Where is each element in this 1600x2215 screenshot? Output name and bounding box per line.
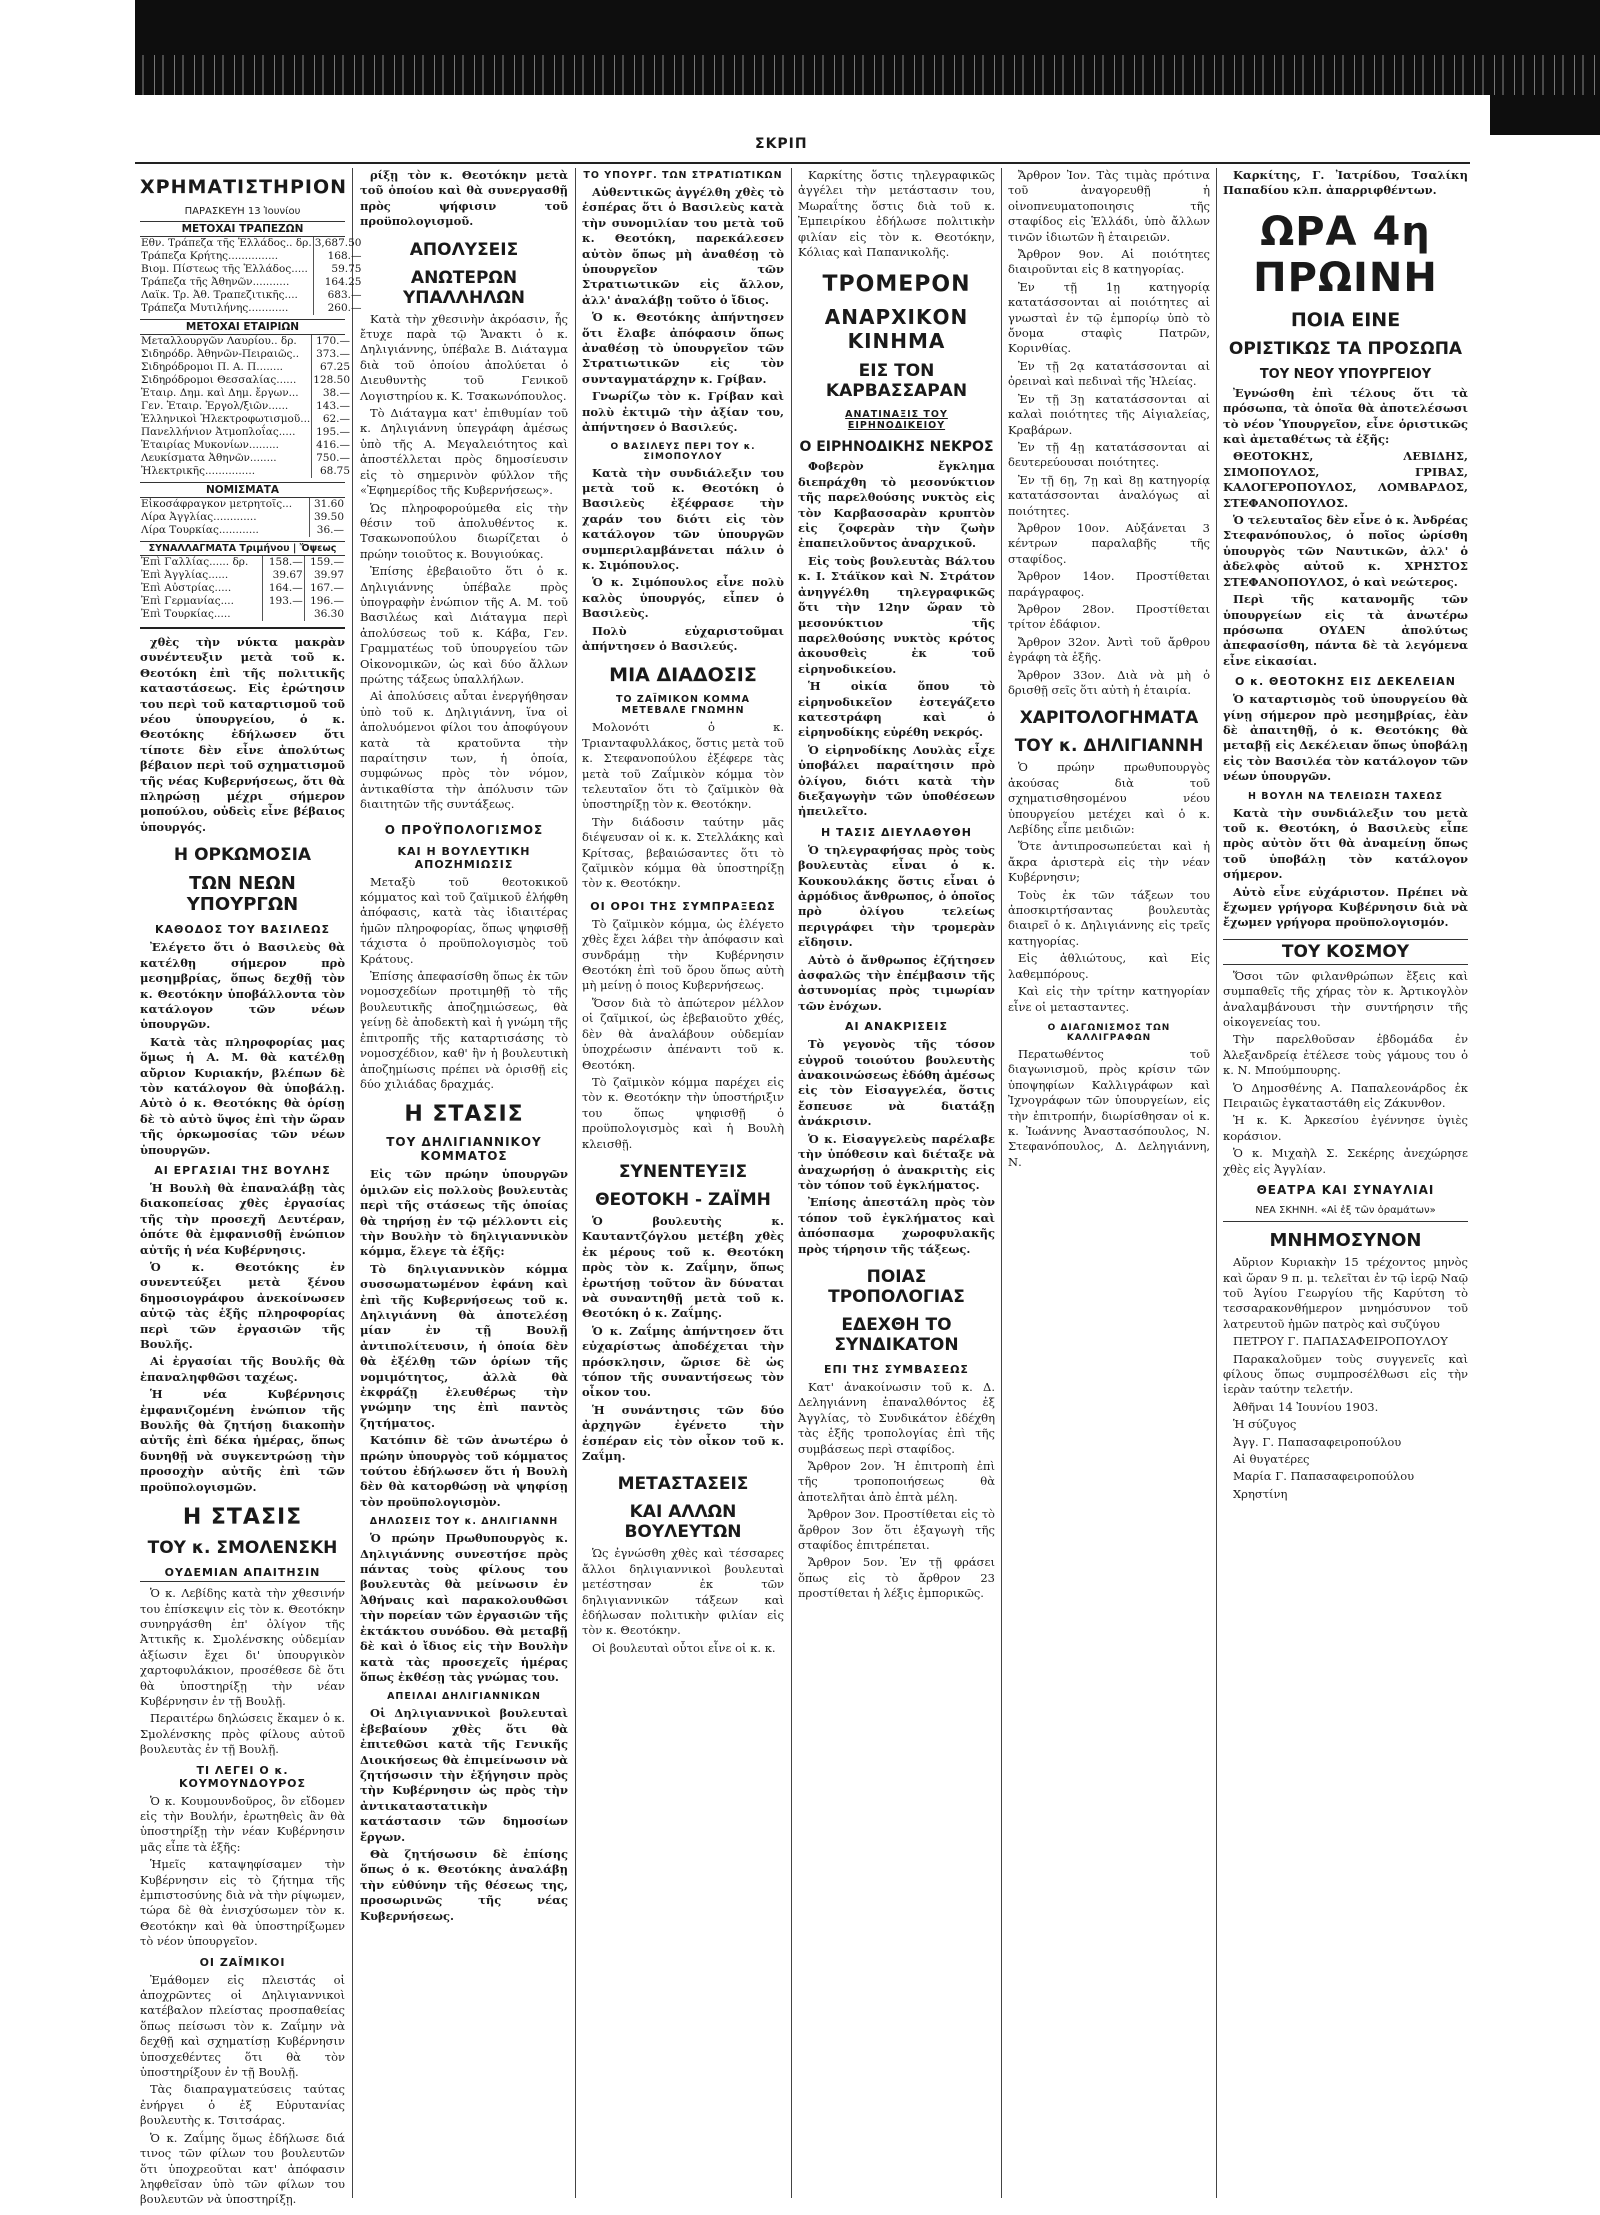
market-name: Εἰκοσάφραγκον μετρητοῖς... [141, 498, 293, 510]
market-name: Τράπεζα Μυτιλήνης............ [141, 302, 289, 314]
paragraph: Αὐτὸ εἶνε εὐχάριστον. Πρέπει νὰ ἔχωμεν γρήγορα Κυβέρνησιν διὰ νὰ ἔχωμεν γρήγορα προϋπολογισμόν. [1223, 884, 1468, 930]
market-row [140, 426, 351, 439]
market-name: Λίρα Τουρκίας............ [141, 524, 259, 536]
paragraph: Γνωρίζω τὸν κ. Γρίβαν καὶ πολὺ ἐκτιμῶ τὴν ἀξίαν του, ἀπήντησεν ὁ Βασιλεύς. [582, 389, 784, 435]
terms-article [582, 917, 784, 1152]
market-value: 68.75 [312, 465, 351, 478]
parliament-article [1223, 806, 1468, 931]
contest-article [1008, 1047, 1210, 1170]
paragraph: Κατ' ἀνακοίνωσιν τοῦ κ. Δ. Δεληγιάννη ἐπαναλθόντος ἐξ Ἀγγλίας, τὸ Συνδικάτον ἐδέχθη τὰς ἑξῆς τροπολογίας ἐπὶ τῆς συμβάσεως περὶ σταφίδος. [798, 1379, 995, 1456]
market-value: 196.— [304, 595, 345, 608]
paragraph: Ὁ εἰρηνοδίκης Λουλὰς εἶχε ὑποβάλει παραίτησιν πρὸ ὀλίγου, διότι κατὰ τὴν διεξαγωγὴν τῶν ὑποθέσεων ἠπειλεῖτο. [798, 742, 995, 819]
headline-stance-1: Η ΣΤΑΣΙΣ [404, 1102, 524, 1128]
paragraph: Αἱ θυγατέρες [1233, 1451, 1310, 1466]
paragraph: Καὶ εἰς τὴν τρίτην κατηγορίαν εἶνε οἱ μετασταντες. [1008, 984, 1210, 1014]
market-name: Ἠλεκτρικῆς............... [141, 465, 256, 477]
market-row [140, 556, 345, 569]
column-3 [582, 168, 784, 2208]
headline-military: ΤΟ ΥΠΟΥΡΓ. ΤΩΝ ΣΤΡΑΤΙΩΤΙΚΩΝ [583, 170, 783, 181]
market-row [140, 524, 345, 537]
memorial-notice [1223, 1255, 1468, 1502]
banks-table [140, 237, 362, 315]
paragraph: Ὅτε ἀντιπροσωπεύεται καὶ ἡ ἄκρα ἀριστερὰ εἰς τὴν νέαν Κυβέρνησιν; [1008, 839, 1210, 885]
headline-dreadful-1: ΤΡΟΜΕΡΟΝ [822, 272, 971, 298]
paragraph: Ἐπίσης ἀπεφασίσθη ὅπως ἐκ τῶν νομοσχεδίων προτιμηθῇ τὸ τῆς βουλευτικῆς ἀποζημιώσεως, θὰ γείνῃ δὲ ἀποδεκτὴ καὶ ἡ γνώμη τῆς ἐπιτροπῆς τῆς καταρτισάσης τὸ νομοσχέδιον, καθ' ἣν ἡ βουλευτικὴ ἀποζημίωσις πρέπει νὰ ὁρισθῇ εἰς δύο χιλιάδας δραχμάς. [360, 969, 568, 1091]
market-row [140, 582, 345, 595]
society-article [1223, 969, 1468, 1177]
headline-strike-2: ΤΟΥ κ. ΣΜΟΛΕΝΣΚΗ [147, 1538, 338, 1559]
market-name: Λίρα Ἀγγλίας............. [141, 511, 257, 523]
market-row [140, 374, 351, 387]
market-value: 159.— [304, 556, 345, 569]
market-value: 193.— [263, 595, 304, 608]
market-row [140, 595, 345, 608]
headline-says: ΤΙ ΛΕΓΕΙ Ο κ. ΚΟΥΜΟΥΝΔΟΥΡΟΣ [178, 1763, 307, 1790]
dark-scan-corner [1490, 95, 1600, 135]
market-row [140, 452, 351, 465]
market-row [140, 250, 362, 263]
dismissals-article [360, 312, 568, 813]
market-name: Ἐπὶ Γαλλίας...... δρ. [141, 556, 249, 568]
headline-oath-2: ΤΩΝ ΝΕΩΝ ΥΠΟΥΡΓΩΝ [186, 873, 299, 916]
paragraph: Ἡ συνάντησις τῶν δύο ἀρχηγῶν ἐγένετο τὴν ἑσπέραν εἰς τὸν οἶκον τοῦ κ. Ζαΐμη. [582, 1402, 784, 1464]
theatre-listing: ΝΕΑ ΣΚΗΝΗ. «Αἱ ἐξ τῶν ὁραμάτων» [1255, 1205, 1436, 1217]
market-row [140, 263, 362, 276]
headline-talks-2: ΘΕΟΤΟΚΗ - ΖΑΪΜΗ [595, 1189, 771, 1210]
market-value: 260.— [313, 302, 362, 315]
paragraph: Ἡ κ. Κ. Ἀρκεσίου ἐγέννησε ὑγιὲς κοράσιον. [1223, 1113, 1468, 1143]
market-row [140, 498, 345, 511]
headline-dreadful-5: Ο ΕΙΡΗΝΟΔΙΚΗΣ ΝΕΚΡΟΣ [799, 439, 994, 456]
headline-zaimites: ΟΙ ΖΑΪΜΙΚΟΙ [199, 1955, 286, 1969]
headline-contest: Ο ΔΙΑΓΩΝΙΣΜΟΣ ΤΩΝ ΚΑΛΛΙΓΡΑΦΩΝ [1047, 1022, 1171, 1043]
paragraph: Ὁ κ. Σιμόπουλος εἶνε πολὺ καλὸς ὑπουργός, εἶπεν ὁ Βασιλεὺς. [582, 575, 784, 621]
exchange-table [140, 556, 345, 621]
paragraph: Ἐν τῇ 4ῃ κατατάσσονται αἱ δευτερεύουσαι ποιότητες. [1008, 439, 1210, 470]
paragraph: Θὰ ζητήσωσιν δὲ ἐπίσης ὅπως ὁ κ. Θεοτόκης ἀναλάβῃ τὴν εὐθύνην τῆς θέσεως της, προσωρινῶς τῆς νέας Κυβερνήσεως. [360, 1846, 568, 1923]
paragraph: Ἡ σύζυγος [1233, 1417, 1297, 1432]
paragraph: Ἄρθρον 28ον. Προστίθεται τρίτον ἐδάφιον. [1008, 601, 1210, 632]
market-row [140, 302, 362, 315]
quips-article [1008, 760, 1210, 1015]
investigation-article [798, 1037, 995, 1257]
column-1 [140, 168, 362, 2208]
paragraph: Κατὰ τὰς πληροφορίας μας ὅμως ἡ Α. Μ. θὰ κατέλθῃ αὔριον Κυριακήν, βλέπων δὲ τὸν κατάλογον θὰ ὑποβάλῃ. Αὐτὸ ὁ κ. Θεοτόκης θὰ ὁρίσῃ δὲ τὸ αὐτὸ ὕψος ἐπὶ τὴν ὥραν τῆς ὁρκωμοσίας τῶν νέων ὑπουργῶν. [140, 1034, 345, 1157]
headline-theatres: ΘΕΑΤΡΑ ΚΑΙ ΣΥΝΑΥΛΙΑΙ [1256, 1183, 1435, 1198]
market-name: Πανελλήνιον Ἀτμοπλοΐας..... [141, 426, 296, 438]
market-row [140, 400, 351, 413]
headline-talks-1: ΣΥΝΕΝΤΕΥΞΙΣ [618, 1161, 748, 1182]
market-value: 39.67 [263, 569, 304, 582]
market-value: 167.— [304, 582, 345, 595]
coins-heading: ΝΟΜΙΣΜΑΤΑ [140, 482, 345, 498]
market-name: Τράπεζα τῆς Ἀθηνῶν........... [141, 276, 290, 288]
market-value: 143.— [312, 400, 351, 413]
paragraph: Τὴν παρελθοῦσαν ἑβδομάδα ἐν Ἀλεξανδρείᾳ ἐτέλεσε τοὺς γάμους του ὁ κ. Ν. Μπούμπουρης. [1223, 1032, 1468, 1078]
market-name: Λαϊκ. Τρ. Ἀθ. Τραπεζιτικῆς.... [141, 289, 298, 301]
paragraph: Ὅσον διὰ τὸ ἀπώτερον μέλλον οἱ ζαϊμικοί, ὡς ἐβεβαιοῦτο χθές, δὲν θὰ ἀναλάβουν οὐδεμίαν ὑποχρέωσιν ἀπέναντι τοῦ κ. Θεοτόκη. [582, 995, 784, 1072]
scanned-top-margin [0, 0, 1600, 150]
market-name: Ἑταιρ. Δημ. καὶ Δημ. ἔργων... [141, 387, 299, 399]
scan-noise [135, 55, 1600, 95]
market-row [140, 465, 351, 478]
trouble-article [798, 843, 995, 1014]
paragraph: Κατὰ τὴν χθεσινὴν ἀκρόασιν, ἧς ἔτυχε παρὰ τῷ Ἄνακτι ὁ κ. Δηλιγιάννης, ὑπέβαλε Β. Διάταγμα διὰ τοῦ ὁποίου ἀπολύεται ὁ Διευθυντὴς τοῦ Γενικοῦ Λογιστηρίου κ. Κ. Τσακωνόπουλος. [360, 311, 568, 403]
paragraph: Εἰς ἀθλιώτους, καὶ Εἰς λαθεμπόρους. [1008, 951, 1210, 981]
headline-dismissals-1: ΑΠΟΛΥΣΕΙΣ [409, 239, 519, 260]
paragraph: Ὅσοι τῶν φιλανθρώπων ἔξεις καὶ συμπαθεῖς τῆς χήρας τὸν κ. Ἀρτικογλὸν ἀναλαμβάνουσι τὴν συντήρησιν τῆς οἰκογενείας του. [1223, 968, 1468, 1030]
paragraph: Ὁ πρώην πρωθυπουργὸς ἀκούσας διὰ τοῦ σχηματισθησομένου νέου ὑπουργείου μετέχει καὶ ὁ κ. Λεβίδης εἶπε μειδιῶν: [1008, 760, 1210, 837]
paragraph: Κατὰ τὴν συνδιάλεξιν του μετὰ τοῦ κ. Θεοτόκη ὁ Βασιλεὺς ἐξέφρασε τὴν χαράν του διότι εἰς τὸν κατάλογον τῶν ὑπουργῶν συμπεριλαμβάνεται πάλιν ὁ κ. Σιμόπουλος. [582, 465, 784, 572]
headline-investigation: ΑΙ ΑΝΑΚΡΙΣΕΙΣ [845, 1020, 948, 1034]
headline-quips-1: ΧΑΡΙΤΟΛΟΓΗΜΑΤΑ [1019, 708, 1199, 729]
paragraph: Ὡς πληροφορούμεθα εἰς τὴν θέσιν τοῦ ἀπολυθέντος κ. Τσακωνοπούλου διωρίζεται ὁ πρώην τοιοῦτος κ. Βουγιούκας. [360, 500, 568, 561]
headline-king: Ο ΒΑΣΙΛΕΥΣ ΠΕΡΙ ΤΟΥ κ. ΣΙΜΟΠΟΥΛΟΥ [610, 441, 756, 462]
paragraph: Περαιτέρω δηλώσεις ἔκαμεν ὁ κ. Σμολένσκης πρὸς φίλους αὐτοῦ βουλευτὰς ἐν τῇ Βουλῇ. [140, 1711, 345, 1757]
paragraph: Ἄρθρον 5ον. Ἐν τῇ φράσει ὅπως εἰς τὸ ἄρθρον 23 προστίθεται ἡ λέξις ἐμπορικῶς. [798, 1555, 995, 1601]
paragraph: Μολονότι ὁ κ. Τριανταφυλλάκος, ὅστις μετὰ τοῦ κ. Στεφανοπούλου ἐξέφερε τὰς μετὰ τοῦ Ζαΐμικὸν κόμμα τὸν τελευταῖον ὅτι τὸ ζαϊμικὸν θὰ ὑποστηρίξῃ τὸν κ. Θεοτόκην. [582, 720, 784, 812]
market-name: Μεταλλουργῶν Λαυρίου.. δρ. [141, 335, 297, 347]
market-row [140, 335, 351, 348]
headline-declarations: ΔΗΛΩΣΕΙΣ ΤΟΥ κ. ΔΗΛΙΓΙΑΝΝΗ [369, 1516, 559, 1528]
market-name: Ἑλληνικοὶ Ἠλεκτροφωτισμοῦ... [141, 413, 311, 425]
market-name: Ἐπὶ Ἀγγλίας...... [141, 569, 229, 581]
headline-rumour-2: ΤΟ ΖΑΪΜΙΚΟΝ ΚΟΜΜΑ ΜΕΤΕΒΑΛΕ ΓΝΩΜΗΝ [615, 694, 751, 717]
paragraph: ΘΕΟΤΟΚΗΣ, ΛΕΒΙΔΗΣ, ΣΙΜΟΠΟΥΛΟΣ, ΓΡΙΒΑΣ, ΚΑΛΟΓΕΡΟΠΟΥΛΟΣ, ΛΟΜΒΑΡΔΟΣ, ΣΤΕΦΑΝΟΠΟΥΛΟΣ. [1223, 449, 1468, 510]
paragraph: Μεταξὺ τοῦ θεοτοκικοῦ κόμματος καὶ τοῦ ζαϊμικοῦ ἐλήφθη ἀπόφασις, κατὰ τὰς ἰδιαιτέρας ἡμῶν πληροφορίας, ὅπως ψηφισθῇ τάχιστα ὁ προϋπολογισμὸς τοῦ Κράτους. [360, 874, 568, 966]
bourse-title: ΧΡΗΜΑΤΙΣΤΗΡΙΟΝ [140, 176, 348, 198]
stance-article [360, 1167, 568, 1510]
headline-trouble: Η ΤΑΣΙΣ ΔΙΕΥΛΑΘΥΘΗ [821, 825, 972, 839]
paragraph: Ἡμεῖς καταψηφίσαμεν τὴν Κυβέρνησιν εἰς τὸ ζήτημα τῆς ἐμπιστοσύνης διὰ νὰ τὴν ρίψωμεν, τώρα δὲ θὰ ἐνισχύσωμεν τὸν κ. Θεοτόκην καὶ θὰ ὑποστηρίξωμεν τὸ νέον ὑπουργεῖον. [140, 1857, 345, 1949]
market-name: Γεν. Ἑταιρ. Ἐργολ/ξιῶν...... [141, 400, 289, 412]
market-row [140, 413, 351, 426]
headline-strike-3: ΟΥΔΕΜΙΑΝ ΑΠΑΙΤΗΣΙΝ [140, 1566, 345, 1582]
market-row [140, 361, 351, 374]
paragraph: Ἄρθρον 2ον. Ἡ ἐπιτροπὴ ἐπὶ τῆς τροποποιήσεως θὰ ἀποτελῆται ἀπὸ ἐπτὰ μέλη. [798, 1458, 995, 1504]
paragraph: Αὔριον Κυριακὴν 15 τρέχοντος μηνὸς καὶ ὥραν 9 π. μ. τελεῖται ἐν τῷ ἱερῷ Ναῷ τοῦ Ἁγίου Γεωργίου τῆς Καρύτση τὸ τεσσαρακονθήμερον μνημόσυνον τοῦ λατρευτοῦ ἡμῶν πατρὸς καὶ συζύγου [1223, 1255, 1468, 1331]
column-divider [1001, 168, 1002, 2198]
market-value: 36.30 [304, 608, 345, 621]
headline-moves-1: ΜΕΤΑΣΤΑΣΕΙΣ [617, 1474, 749, 1495]
paragraph: Ὁ κ. Ζαΐμης ὅμως ἐδήλωσε διά τινος τῶν φίλων του βουλευτῶν ὅτι ὑποχρεοῦται κατ' ἀπόφασιν ληφθεῖσαν ὑπὸ τῶν φίλων του βουλευτῶν νὰ ὑποστηρίξῃ. [140, 2130, 345, 2207]
headline-memorial: ΜΝΗΜΟΣΥΝΟΝ [1269, 1230, 1422, 1252]
dekeleia-article [1223, 692, 1468, 784]
headline-who-3: ΤΟΥ ΝΕΟΥ ΥΠΟΥΡΓΕΙΟΥ [1259, 366, 1432, 382]
market-name: Τράπεζα Κρήτης............... [141, 250, 279, 262]
market-row [140, 348, 351, 361]
market-value: 39.50 [309, 511, 345, 524]
paragraph: Ἀθῆναι 14 Ἰουνίου 1903. [1233, 1399, 1379, 1414]
paragraph: Ὁ τηλεγραφήσας πρὸς τοὺς βουλευτὰς εἶναι ὁ κ. Κουκουλάκης ὅστις εἶναι ὁ ἀρμόδιος ἄνθρωπος, ὁ ὁποῖος πρὸ ὀλίγου τελείως περιγράφει τὴν τρομερὰν εἴδησιν. [798, 842, 995, 950]
market-name: Εθν. Τράπεζα τῆς Ἑλλάδος.. δρ. [141, 237, 312, 249]
dreadful-article [798, 459, 995, 819]
paragraph: Ὁ κ. Θεοτόκης ἀπήντησεν ὅτι ἔλαβε ἀπόφασιν ὅπως ἀναθέσῃ τὸ ὑπουργεῖον τῶν Στρατιωτικῶν εἰς τὸν συνταγματάρχην κ. Γρίβαν. [582, 310, 784, 386]
paragraph: Ἐν τῇ 1ῃ κατηγορίᾳ κατατάσσονται αἱ ποιότητες αἱ γνωσταὶ ἐν τῷ ἐμπορίῳ ὑπὸ τὸ ὄνομα σταφὶς Πατρῶν, Κορινθίας. [1008, 279, 1210, 356]
paragraph: Καρκίτης ὅστις τηλεγραφικῶς ἀγγέλει τὴν μετάστασιν του, Μωραΐτης ὅστις διὰ τοῦ κ. Ἐμπειρίκου ἐδήλωσε πολιτικὴν φιλίαν εἰς τὸν κ. Θεοτόκην, Κόλιας καὶ Παπανικολῆς. [798, 168, 995, 260]
headline-strike-1: Η ΣΤΑΣΙΣ [182, 1505, 303, 1531]
column-5 [1008, 168, 1210, 2208]
market-value: 170.— [312, 335, 351, 348]
headline-rumour-1: ΜΙΑ ΔΙΑΔΟΣΙΣ [609, 664, 757, 687]
moves-article [582, 1546, 784, 1656]
companies-table [140, 335, 351, 478]
market-row [140, 569, 345, 582]
column-2 [360, 168, 568, 2208]
column-divider [1216, 168, 1217, 2198]
rumour-article [582, 720, 784, 891]
headline-dreadful-4: ΑΝΑΤΙΝΑΞΙΣ ΤΟΥ ΕΙΡΗΝΟΔΙΚΕΙΟΥ [845, 409, 948, 432]
market-value: 67.25 [312, 361, 351, 374]
market-row [140, 289, 362, 302]
market-row [140, 387, 351, 400]
headline-threats: ΑΠΕΙΛΑΙ ΔΗΛΙΓΙΑΝΝΙΚΩΝ [387, 1691, 541, 1703]
paragraph: Ἐγνώσθη ἐπὶ τέλους ὅτι τὰ πρόσωπα, τὰ ὁποῖα θὰ ἀποτελέσωσι τὸ νέον Ὑπουργεῖον, εἶνε ὁριστικῶς καὶ ἀμεταθέτως τὰ ἑξῆς: [1223, 385, 1468, 447]
headline-who-2: ΟΡΙΣΤΙΚΩΣ ΤΑ ΠΡΟΣΩΠΑ [1228, 338, 1463, 359]
paragraph: Περὶ τῆς κατανομῆς τῶν ὑπουργείων εἰς τὰ ἀνωτέρω πρόσωπα ΟΥΔΕΝ ἀπολύτως ἀπεφασίσθη, πάντα δὲ τὰ λεγόμενα εἶνε εἰκασίαι. [1223, 592, 1468, 668]
headline-parliament: Η ΒΟΥΛΗ ΝΑ ΤΕΛΕΙΩΣΗ ΤΑΧΕΩΣ [1247, 790, 1444, 802]
market-name: Σιδηρόδρ. Ἀθηνῶν-Πειραιῶς.. [141, 348, 300, 360]
column-divider [575, 168, 576, 2198]
paragraph: Ἀγγ. Γ. Παπασαφειροπούλου [1233, 1434, 1402, 1449]
paragraph: Ἄρθρον 9ον. Αἱ ποιότητες διαιροῦνται εἰς 8 κατηγορίας. [1008, 247, 1210, 277]
paragraph: Ὁ κ. Κουμουνδοῦρος, ὃν εἴδομεν εἰς τὴν Βουλήν, ἐρωτηθεὶς ἂν θὰ ὑποστηρίξῃ τὴν νέαν Κυβέρνησιν μᾶς εἶπε τὰ ἑξῆς: [140, 1793, 345, 1854]
paragraph: ΠΕΤΡΟΥ Γ. ΠΑΠΑΣΑΦΕΙΡΟΠΟΥΛΟΥ [1233, 1334, 1448, 1349]
paragraph: Τὸ Διάταγμα κατ' ἐπιθυμίαν τοῦ κ. Δηλιγιάννη ὑπεγράφη ἀμέσως ὑπὸ τῆς Α. Μεγαλειότητος καὶ ἀποστέλλεται πρὸς δημοσίευσιν εἰς τὸ σημερινὸν φύλλον τῆς «Ἐφημερίδος τῆς Κυβερνήσεως». [360, 406, 568, 498]
market-value: 683.— [313, 289, 362, 302]
intro-text: χθὲς τὴν νύκτα μακρὰν συνέντευξιν μετὰ τοῦ κ. Θεοτόκη ἐπὶ τῆς πολιτικῆς καταστάσεως. Εἰς ἐρώτησιν του περὶ τοῦ καταρτισμοῦ τοῦ νέου ὑπουργείου, ὁ κ. Θεοτόκης ἐδήλωσεν ὅτι τίποτε δὲν εἶνε ἀπολύτως βέβαιον περὶ τοῦ σχηματισμοῦ τῆς νέας Κυβερνήσεως, ὅτι θὰ πληρώσῃ μέχρι σήμερον μοπούλου, οὐδεὶς εἶνε βέβαιος ὑπουργός. [140, 635, 345, 834]
headline-dreadful-2: ΑΝΑΡΧΙΚΟΝ ΚΙΝΗΜΑ [824, 305, 969, 354]
paragraph: Τὴν διάδοσιν ταύτην μᾶς διέψευσαν οἱ κ. κ. Στελλάκης καὶ Κρίτσας, βεβαιώσαντες ὅτι τὸ ζαϊμικὸν κόμμα θὰ ὑποστηρίξῃ τὸν κ. Θεοτόκην. [582, 814, 784, 891]
talks-article [582, 1214, 784, 1465]
coins-table [140, 498, 345, 537]
paragraph: Ἄρθρον 32ον. Ἀντὶ τοῦ ἄρθρου ἐγράφη τὰ ἑξῆς. [1008, 634, 1210, 665]
declarations-article [360, 1531, 568, 1685]
paragraph: Ἡ οἰκία ὅπου τὸ εἰρηνοδικεῖον ἐστεγάζετο κατεστράφη καὶ ὁ εἰρηνοδίκης εὑρέθη νεκρός. [798, 679, 995, 740]
cabinet-article [1223, 386, 1468, 669]
paragraph: Ἡ νέα Κυβέρνησις ἐμφανιζομένη ἐνώπιον τῆς Βουλῆς θὰ ζητήσῃ διακοπὴν αὐτῆς ἐπὶ δέκα ἡμέρας, ὅπως δυνηθῇ νὰ συγκεντρώσῃ τὴν προσοχὴν αὐτῆς ἐπὶ τῶν προϋπολογισμῶν. [140, 1387, 345, 1494]
headline-terms: ΟΙ ΟΡΟΙ ΤΗΣ ΣΥΜΠΡΑΞΕΩΣ [590, 899, 776, 913]
hour-banner: ΩΡΑ 4η ΠΡΩΙΝΗ [1253, 208, 1438, 301]
paragraph: Κατὰ τὴν συνδιάλεξιν του μετὰ τοῦ κ. Θεοτόκη, ὁ Βασιλεὺς εἶπε πρὸς αὐτὸν ὅτι θὰ ἀναμείνῃ ὅπως τοῦ ὑποβάλῃ τὸν κατάλογον σήμερον. [1223, 805, 1468, 882]
market-value: 59.75 [313, 263, 362, 276]
paragraph: Ὁ κ. Λεβίδης κατὰ τὴν χθεσινήν του ἐπίσκεψιν εἰς τὸν κ. Θεοτόκην συνηργάσθη ἐπ' ὀλίγον τῆς Ἀττικῆς κ. Σμολένσκης οὐδεμίαν ἀξίωσιν ἔχει δι' ὑπουργικὸν χαρτοφυλάκιον, προσέθεσε δὲ ὅτι θὰ ὑποστηρίξῃ τὴν νέαν Κυβέρνησιν ἐν τῇ Βουλῇ. [140, 1586, 345, 1708]
paragraph: Μαρία Γ. Παπασαφειροπούλου [1233, 1469, 1415, 1484]
market-value: 416.— [312, 439, 351, 452]
market-name: Ἐπὶ Αὐστρίας..... [141, 582, 232, 594]
column-divider [791, 168, 792, 2198]
market-value [263, 608, 304, 621]
headline-oath-1: Η ΟΡΚΩΜΟΣΙΑ [173, 845, 312, 866]
headline-stance-2: ΤΟΥ ΔΗΛΙΓΙΑΝΝΙΚΟΥ ΚΟΜΜΑΤΟΣ [386, 1135, 542, 1164]
banks-heading: ΜΕΤΟΧΑΙ ΤΡΑΠΕΖΩΝ [140, 221, 345, 237]
work-article [140, 1181, 345, 1495]
market-value: 31.60 [309, 498, 345, 511]
paragraph: Ἐμάθομεν εἰς πλειστάς οἱ ἀποχρῶντες οἱ Δηλιγιαννικοὶ κατέβαλον πλείστας προσπαθείας ὅπως πείσωσι τὸν κ. Ζαΐμην νὰ δεχθῇ καὶ σχηματίσῃ Κυβέρνησιν ὑποσχεθέντες ὅτι θὰ τὸν ὑποστηρίξουν ἐν τῇ Βουλῇ. [140, 1972, 345, 2080]
bourse-date: ΠΑΡΑΣΚΕΥΗ 13 Ἰουνίου [184, 206, 301, 217]
divider [1223, 1221, 1468, 1222]
headline-society: ΤΟΥ ΚΟΣΜΟΥ [1223, 939, 1468, 965]
continued-text: ρίξῃ τὸν κ. Θεοτόκην μετὰ τοῦ ὁποίου καὶ θὰ συνεργασθῇ πρὸς ψήφισιν τοῦ προϋπολογισμοῦ. [360, 168, 568, 229]
market-name: Σιδηρόδρομοι Π. Α. Π........ [141, 361, 284, 373]
oath-article [140, 940, 345, 1158]
headline-work: ΑΙ ΕΡΓΑΣΙΑΙ ΤΗΣ ΒΟΥΛΗΣ [154, 1163, 331, 1177]
paragraph: Ὁ καταρτισμὸς τοῦ ὑπουργείου θὰ γίνῃ σήμερον πρὸ μεσημβρίας, ἐὰν δὲ ἀπαιτηθῇ, ὁ κ. Θεοτόκης θὰ μεταβῇ εἰς Δεκέλειαν ὅπως ὑποβάλῃ εἰς τὸν Βασιλέα τὸν κατάλογον τῶν νέων ὑπουργῶν. [1223, 692, 1468, 784]
paragraph: Ἐν τῇ 3ῃ κατατάσσονται αἱ καλαὶ ποιότητες τῆς Αἰγιαλείας, Κραβάρων. [1008, 391, 1210, 437]
headline-dreadful-3: ΕΙΣ ΤΟΝ ΚΑΡΒΑΣΣΑΡΑΝ [825, 361, 968, 402]
column-divider [352, 168, 353, 2198]
paragraph: Κατόπιν δὲ τῶν ἀνωτέρω ὁ πρώην ὑπουργὸς τοῦ κόμματος τούτου ἐδήλωσεν ὅτι ἡ Βουλὴ δὲν θὰ κατορθώσῃ νὰ ψηφίσῃ τὸν προϋπολογισμὸν. [360, 1433, 568, 1509]
paragraph: Εἰς τῶν πρώην ὑπουργῶν ὁμιλῶν εἰς πολλοὺς βουλευτὰς περὶ τῆς στάσεως τῆς ὁποίας θὰ τηρήσῃ ἐν τῷ μέλλοντι εἰς τὴν Βουλὴν τὸ δηλιγιαννικὸν κόμμα, ἔλεγε τὰ ἑξῆς: [360, 1167, 568, 1259]
paragraph: Ἐν τῇ 2ᾳ κατατάσσονται αἱ ὀρειναὶ καὶ πεδιναὶ τῆς Ἠλείας. [1008, 358, 1210, 389]
paragraph: Ἄρθρον 14ον. Προστίθεται παράγραφος. [1008, 569, 1210, 599]
market-value: 168.— [313, 250, 362, 263]
paragraph: Ὁ κ. Θεοτόκης ἐν συνεντεύξει μετὰ ξένου δημοσιογράφου ἀνεκοίνωσεν αὐτῷ τὰς ἑξῆς πληροφορίας περὶ τῶν ἐργασιῶν τῆς Βουλῆς. [140, 1260, 345, 1352]
paragraph: Ὡς ἐγνώσθη χθὲς καὶ τέσσαρες ἄλλοι δηλιγιαννικοὶ βουλευταὶ μετέστησαν ἐκ τῶν δηλιγιαννικῶν τάξεων καὶ ἐδήλωσαν πολιτικὴν φιλίαν εἰς τὸν κ. Θεοτόκην. [582, 1546, 784, 1638]
headline-quips-2: ΤΟΥ κ. ΔΗΛΙΓΙΑΝΝΗ [1014, 736, 1204, 757]
paragraph: Ἄρθρον 3ον. Προστίθεται εἰς τὸ ἄρθρον 3ον ὅτι ἐξαγωγὴ τῆς σταφίδος ἐπιτρέπεται. [798, 1507, 995, 1552]
headline-amend-2: ΕΔΕΧΘΗ ΤΟ ΣΥΝΔΙΚΑΤΟΝ [834, 1314, 959, 1355]
paragraph: Αἱ ἀπολύσεις αὗται ἐνεργήθησαν ὑπὸ τοῦ κ. Δηλιγιάννη, ἵνα οἱ ἀπολυόμενοι φίλοι του ἀποφύγουν κατὰ τὰ κρατοῦντα τὴν παραίτησιν των, ἡ ὁποία, συμφώνως πρὸς τὸν νόμον, ἀντικαθίστα τὴν ἀπόλυσιν τῶν διαιτητῶν τῆς συντάξεως. [360, 689, 568, 812]
strike-article [140, 1586, 345, 1757]
market-row [140, 276, 362, 289]
market-row [140, 511, 345, 524]
paragraph: Ὁ κ. Εἰσαγγελεὺς παρέλαβε τὴν ὑπόθεσιν καὶ διέταξε νὰ ἀναχωρήσῃ ὁ ἀνακριτὴς εἰς τὸν τόπον τοῦ ἐγκλήματος. [798, 1131, 995, 1192]
convention-articles [1008, 168, 1210, 698]
column-4 [798, 168, 995, 2208]
headline-budget-1: Ο ΠΡΟΫΠΟΛΟΓΙΣΜΟΣ [384, 822, 544, 837]
paragraph: Ὁ Δημοσθένης Α. Παπαλεονάρδος ἐκ Πειραιῶς ἐγκαταστάθη εἰς Ζάκυνθον. [1223, 1080, 1468, 1111]
headline-amend-1: ΠΟΙΑΣ ΤΡΟΠΟΛΟΓΙΑΣ [828, 1266, 965, 1307]
headline-amend-3: ΕΠΙ ΤΗΣ ΣΥΜΒΑΣΕΩΣ [824, 1362, 969, 1376]
paragraph: Οἱ Δηλιγιαννικοὶ βουλευταὶ ἐβεβαίουν χθὲς ὅτι θὰ ἐπιτεθῶσι κατὰ τῆς Γενικῆς Διοικήσεως θὰ ἐπιμείνωσιν νὰ ζητήσωσιν τὴν ἐξήγησιν πρὸς τὴν Κυβέρνησιν ὡς πρὸς τὴν ἀντικαταστατικὴν κατάστασιν τῶν δημοσίων ἔργων. [360, 1706, 568, 1844]
market-row [140, 608, 345, 621]
paragraph: Ἄρθρον Ἰον. Τὰς τιμὰς πρότινα τοῦ ἀναγορευθῇ ἡ οἰνοπνευματοποιησις τῆς σταφίδος εἰς Ἑλλάδι, ὑπὸ ἄλλων τινῶν ἰδιωτῶν ἢ ἑταιρειῶν. [1008, 168, 1210, 244]
king-article [582, 466, 784, 655]
exchange-heading: ΣΥΝΑΛΛΑΓΜΑΤΑ Τριμήνου | Ὄψεως [140, 541, 345, 556]
paragraph: Φοβερὸν ἔγκλημα διεπράχθη τὸ μεσονύκτιον τῆς παρελθούσης νυκτὸς εἰς τὸν Καρβασσαρὰν κρυπτὸν εἰς ζοφερὰν τὴν ζωὴν ἐπαπειλοῦντος ἀναρχικοῦ. [798, 459, 995, 551]
market-value: 373.— [312, 348, 351, 361]
paragraph: Ἄρθρον 33ον. Διὰ νὰ μὴ ὁ δρισθῇ σεῖς ὅτι αὐτὴ ἡ ἑταιρία. [1008, 667, 1210, 697]
paragraph: Ἄρθρον 10ον. Αὐξάνεται 3 κέντρων παραλαβῆς τῆς σταφίδος. [1008, 520, 1210, 566]
paragraph: Ὁ κ. Μιχαὴλ Σ. Σεκέρης ἀνεχώρησε χθὲς εἰς Ἀγγλίαν. [1223, 1146, 1468, 1176]
market-name: Λευκίσματα Ἀθηνῶν........ [141, 452, 277, 464]
paragraph: Ὁ τελευταῖος δὲν εἶνε ὁ κ. Ἀνδρέας Στεφανόπουλος, ὁ ποῖος ὡρίσθη ὑπουργὸς τῶν Ναυτικῶν, ἀλλ' ὁ ἀδελφὸς αὐτοῦ κ. ΧΡΗΣΤΟΣ ΣΤΕΦΑΝΟΠΟΥΛΟΣ, ὁ καὶ νεώτερος. [1223, 513, 1468, 589]
headline-moves-2: ΚΑΙ ΑΛΛΩΝ ΒΟΥΛΕΥΤΩΝ [624, 1502, 742, 1543]
headline-oath-3: ΚΑΘΟΔΟΣ ΤΟΥ ΒΑΣΙΛΕΩΣ [155, 923, 330, 937]
paragraph: Παρακαλοῦμεν τοὺς συγγενεῖς καὶ φίλους ὅπως συμπροσέλθωσι εἰς τὴν ἱερὰν ταύτην τελετήν. [1223, 1351, 1468, 1397]
continued-text: Καρκίτης, Γ. Ἰατρίδου, Τσαλίκη Παπαδίου κλπ. ἀπαρριφθέντων. [1223, 168, 1468, 198]
paragraph: Τὰς διαπραγματεύσεις ταύτας ἐνήργει ὁ ἐξ Εὐρυτανίας βουλευτὴς κ. Τσιτσάρας. [140, 2082, 345, 2128]
market-name: Ἐπὶ Τουρκίας..... [141, 608, 231, 620]
page-masthead-rule [135, 136, 1470, 164]
paragraph: Οἱ βουλευταὶ οὗτοι εἶνε οἱ κ. κ. [592, 1640, 776, 1655]
market-value: 36.— [309, 524, 345, 537]
headline-who-1: ΠΟΙΑ ΕΙΝΕ [1290, 308, 1401, 331]
paragraph: Ὁ πρώην Πρωθυπουργὸς κ. Δηλιγιάννης συνεστήσε πρὸς πάντας τοὺς φίλους του βουλευτὰς θὰ μείνωσιν ἐν Ἀθήναις καὶ παρακολουθῶσι τὴν πορείαν τῶν ἐργασιῶν τῆς ἐκτάκτου συνόδου. Θὰ μεταβῇ δὲ καὶ ὁ ἴδιος εἰς τὴν Βουλὴν κατὰ τὰς προσεχεῖς ἡμέρας ὅπως ἐκθέσῃ τὰς γνώμας του. [360, 1531, 568, 1684]
paragraph: Πολὺ εὐχαριστοῦμαι ἀπήντησεν ὁ Βασιλεύς. [582, 623, 784, 653]
market-name: Ἐπὶ Γερμανίας.... [141, 595, 234, 607]
market-value: 158.— [263, 556, 304, 569]
paragraph: Αὐθεντικῶς ἀγγέλθη χθὲς τὸ ἑσπέρας ὅτι ὁ Βασιλεὺς κατὰ τὴν συνομιλίαν του μετὰ τοῦ κ. Θεοτόκη, παρεκάλεσεν αὐτὸν ὅπως μὴ ἀναθέσῃ τὸ ὑπουργεῖον τῶν Στρατιωτικῶν εἰς ἄλλον, ἀλλ' ἀναλάβῃ τοῦτο ὁ ἴδιος. [582, 185, 784, 307]
military-article [582, 185, 784, 436]
paragraph: Τὸ δηλιγιαννικὸν κόμμα συσσωματωμένον ἐφάνη καὶ ἐπὶ τῆς Κυβερνήσεως τοῦ κ. Δηλιγιάννη θὰ ἀποτελέσῃ μίαν ἐν τῇ Βουλῇ ἀντιπολίτευσιν, ἡ ὁποία δὲν θὰ ἐξέλθῃ τῶν ὁρίων τῆς νομιμότητος, ἀλλὰ θὰ ἐκφράζῃ ἐλευθέρως τὴν γνώμην της ἐπὶ παντὸς ζητήματος. [360, 1261, 568, 1430]
says-article [140, 1794, 345, 1950]
paragraph: Χρηστίνη [1233, 1486, 1288, 1501]
paragraph: Ἐν τῇ 6ῃ, 7ῃ καὶ 8ῃ κατηγορίᾳ κατατάσσονται ἀναλόγως αἱ ποιότητες. [1008, 472, 1210, 518]
paragraph: Τὸ γεγονὸς τῆς τόσον εὐγροῦ τοιούτου βουλευτὴς ἀνακοινώσεως ἐδόθη ἀμέσως εἰς τὸν Εἰσαγγελέα, ὅστις ἔσπευσε νὰ διατάξῃ ἀνάκρισιν. [798, 1037, 995, 1129]
headline-dismissals-2: ΑΝΩΤΕΡΩΝ ΥΠΑΛΛΗΛΩΝ [402, 267, 526, 308]
paragraph: Ὁ κ. Ζαΐμης ἀπήντησεν ὅτι εὐχαρίστως ἀποδέχεται τὴν πρόσκλησιν, ὥρισε δὲ ὡς τόπον τῆς συναντήσεως τὸν οἶκον του. [582, 1323, 784, 1400]
amendments-article [798, 1380, 995, 1602]
paragraph: Αἱ ἐργασίαι τῆς Βουλῆς θὰ ἐπαναληφθῶσι ταχέως. [140, 1354, 345, 1384]
market-value: 128.50 [313, 374, 351, 386]
zaimites-article [140, 1973, 345, 2208]
paragraph: Ἐπίσης ἀπεστάλη πρὸς τὸν τόπον τοῦ ἐγκλήματος καὶ ἀπόσπασμα χωροφυλακῆς πρὸς τήρησιν τῆς τάξεως. [798, 1195, 995, 1256]
paragraph: Τὸ ζαϊμικὸν κόμμα παρέχει εἰς τὸν κ. Θεοτόκην τὴν ὑποστήριξιν του ὅπως ψηφισθῇ ὁ προϋπολογισμὸς καὶ ἡ Βουλὴ κλεισθῇ. [582, 1074, 784, 1151]
paragraph: Ἐλέγετο ὅτι ὁ Βασιλεὺς θὰ κατέλθῃ σήμερον πρὸ μεσημβρίας, ὅπως δεχθῇ τὸν κ. Θεοτόκην ὑποβάλλοντα τὸν κατάλογον τῶν νέων ὑπουργῶν. [140, 940, 345, 1032]
companies-heading: ΜΕΤΟΧΑΙ ΕΤΑΙΡΙΩΝ [140, 319, 345, 335]
market-value: 39.97 [304, 569, 345, 582]
budget-article [360, 875, 568, 1093]
paragraph: Ὁ βουλευτὴς κ. Καυταντζόγλου μετέβη χθὲς ἐκ μέρους τοῦ κ. Θεοτόκη πρὸς τὸν κ. Ζαΐμην, ὅπως ἐρωτήσῃ τοῦτον ἂν δύναται νὰ συναντηθῇ μετὰ τοῦ κ. Θεοτόκη ὁ κ. Ζαΐμης. [582, 1213, 784, 1321]
paragraph: Περατωθέντος τοῦ διαγωνισμοῦ, πρὸς κρίσιν τῶν ὑποψηφίων Καλλιγράφων καὶ Ἰχνογράφων τῶν ὑπουργείων, εἰς τὴν ἐπιτροπήν, διωρίσθησαν οἱ κ. κ. Ἰωάννης Ἀναστασόπουλος, Ν. Στεφανόπουλος, Δ. Δεληγιάννη, Ν. [1008, 1046, 1210, 1169]
market-value: 62.— [312, 413, 351, 426]
paragraph: Ἡ Βουλὴ θὰ ἐπαναλάβῃ τὰς διακοπείσας χθὲς ἐργασίας τῆς τὴν προσεχῆ Δευτέραν, ὁπότε θὰ ἐμφανισθῇ ἐνώπιον αὐτῆς ἡ νέα Κυβέρνησις. [140, 1180, 345, 1257]
market-value: 750.— [312, 452, 351, 465]
market-row [140, 237, 362, 250]
market-value: 3,687.50 [314, 237, 362, 249]
market-value: 164.25 [313, 276, 362, 289]
masthead-label: ΣΚΡΙΠ [755, 136, 808, 152]
market-name: Σιδηρόδρομοι Θεσσαλίας...... [141, 374, 297, 386]
paragraph: Ἐπίσης ἐβεβαιοῦτο ὅτι ὁ κ. Δηλιγιάννης ὑπέβαλε πρὸς ὑπογραφὴν ἐνώπιον τῆς Α. Μ. τοῦ Βασιλέως καὶ Διάταγμα περὶ ἀπολύσεως τοῦ κ. Κάβα, Γεν. Γραμματέως τοῦ ὑπουργείου τῶν Οἰκονομικῶν, ὡς καὶ δύο ἄλλων πρώτης τάξεως ὑπαλλήλων. [360, 564, 568, 686]
market-name: Ἑταιρίας Μυκονίων......... [141, 439, 279, 451]
market-name: Βιομ. Πίστεως τῆς Ἑλλάδος..... [141, 263, 308, 275]
paragraph: Τοὺς ἐκ τῶν τάξεων του ἀποσκιρτήσαντας βουλευτὰς διαιρεῖ ὁ κ. Δηλιγιάννης εἰς τρεῖς κατηγορίας. [1008, 887, 1210, 948]
headline-dekeleia: Ο κ. ΘΕΟΤΟΚΗΣ ΕΙΣ ΔΕΚΕΛΕΙΑΝ [1234, 675, 1456, 689]
headline-budget-2: ΚΑΙ Η ΒΟΥΛΕΥΤΙΚΗ ΑΠΟΖΗΜΙΩΣΙΣ [397, 844, 531, 871]
market-value: 38.— [312, 387, 351, 400]
paragraph: Εἰς τοὺς βουλευτὰς Βάλτου κ. Ι. Στάϊκον καὶ Ν. Στράτον ἀνηγγέλθη τηλεγραφικῶς ὅτι τὴν 12ην ὥραν τὸ μεσονύκτιον τῆς παρελθούσης νυκτὸς κρότος ἀκουσθεὶς ἐκ τοῦ εἰρηνοδικείου. [798, 553, 995, 676]
paragraph: Τὸ ζαϊμικὸν κόμμα, ὡς ἐλέγετο χθὲς ἔχει λάβει τὴν ἀπόφασιν καὶ συνδράμῃ τὴν Κυβέρνησιν Θεοτόκη ἐπὶ τοῦ ὅρου ὅπως αὐτὴ μὴ μείνῃ ὁ ποιος Κυβερνήσεως. [582, 916, 784, 993]
divider [140, 627, 345, 629]
market-value: 195.— [312, 426, 351, 439]
threats-article [360, 1706, 568, 1924]
paragraph: Αὐτὸ ὁ ἄνθρωπος ἐζήτησεν ἀσφαλῶς τὴν ἐπέμβασιν τῆς ἀστυνομίας πρὸς τιμωρίαν τῶν ἐνόχων. [798, 952, 995, 1013]
continued-text [798, 168, 995, 260]
market-value: 164.— [263, 582, 304, 595]
market-row [140, 439, 351, 452]
column-6 [1223, 168, 1468, 2208]
